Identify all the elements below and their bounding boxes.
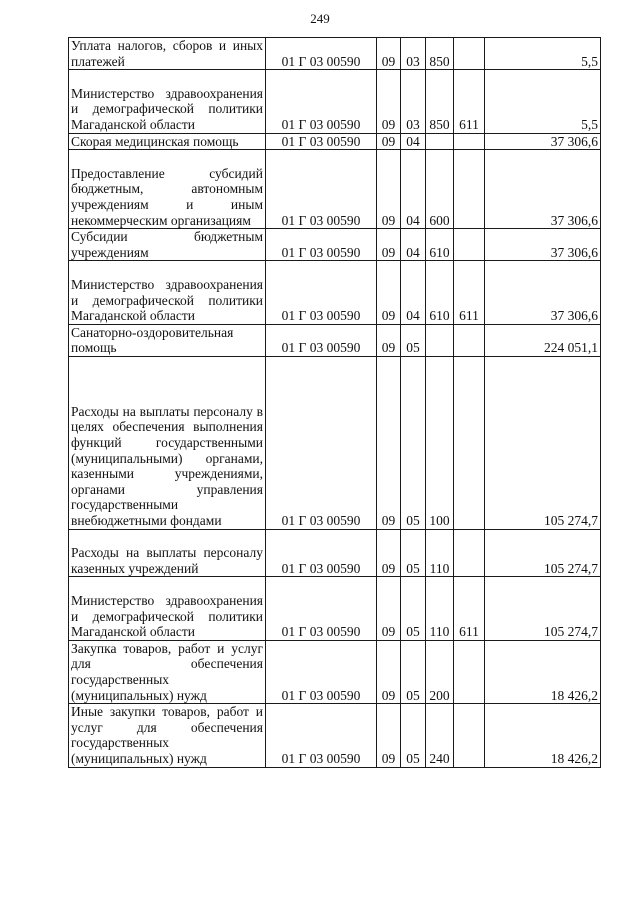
row-name-text: Расходы на выплаты персоналу казенных учреждений: [71, 545, 263, 576]
table-row: [69, 70, 601, 133]
row-admin-code-cell: [454, 229, 485, 261]
row-name-text: Скорая медицинская помощь: [71, 133, 239, 149]
row-name-cell: [69, 261, 266, 324]
row-admin-code-cell: [454, 150, 485, 229]
row-subsection-cell: 05: [401, 324, 426, 356]
row-sum-cell: 37 306,6: [485, 261, 601, 324]
row-name-cell: [69, 356, 266, 529]
row-admin-code-cell: [454, 640, 485, 703]
row-expense-type-cell: 100: [426, 356, 454, 529]
row-sum-cell: 37 306,6: [485, 229, 601, 261]
row-name-cell: [69, 229, 266, 261]
row-sum-cell: 18 426,2: [485, 704, 601, 767]
row-admin-code-cell: [454, 38, 485, 70]
row-name-text: Расходы на выплаты персоналу в целях обеспечения выполнения функций государственными (муниципальными) органами, казенными учреждениями, органами управления государственными внебюджетными фондами: [71, 403, 263, 528]
row-expense-type-cell: 110: [426, 529, 454, 577]
row-subsection-cell: 05: [401, 529, 426, 577]
row-name-text: Министерство здравоохранения и демографической политики Магаданской области: [71, 276, 263, 324]
row-subsection-cell: 04: [401, 133, 426, 150]
row-expense-type-cell: 240: [426, 704, 454, 767]
row-code-cell: 01 Г 03 00590: [266, 133, 377, 150]
row-expense-type-cell: 850: [426, 70, 454, 133]
row-subsection-cell: 04: [401, 261, 426, 324]
row-expense-type-cell: 610: [426, 229, 454, 261]
table-row: [69, 577, 601, 640]
row-section-cell: 09: [377, 38, 401, 70]
row-sum-cell: 37 306,6: [485, 133, 601, 150]
row-sum-cell: 5,5: [485, 38, 601, 70]
row-admin-code-cell: [454, 324, 485, 356]
row-sum-cell: 224 051,1: [485, 324, 601, 356]
row-subsection-cell: 03: [401, 38, 426, 70]
row-sum-cell: 105 274,7: [485, 529, 601, 577]
row-sum-cell: 37 306,6: [485, 150, 601, 229]
table-row: [69, 229, 601, 261]
row-expense-type-cell: 110: [426, 577, 454, 640]
row-name-cell: [69, 640, 266, 703]
row-expense-type-cell: [426, 133, 454, 150]
row-name-text: Субсидии бюджетным учреждениям: [71, 229, 263, 260]
row-admin-code-cell: [454, 133, 485, 150]
row-section-cell: 09: [377, 70, 401, 133]
row-section-cell: 09: [377, 356, 401, 529]
row-subsection-cell: 04: [401, 229, 426, 261]
row-name-text: Уплата налогов, сборов и иных платежей: [71, 38, 263, 69]
row-section-cell: 09: [377, 133, 401, 150]
row-expense-type-cell: 850: [426, 38, 454, 70]
budget-table-body: [69, 38, 601, 768]
budget-table: [68, 37, 601, 768]
row-expense-type-cell: 200: [426, 640, 454, 703]
row-section-cell: 09: [377, 529, 401, 577]
row-name-text: Закупка товаров, работ и услуг для обеспечения государственных (муниципальных) нужд: [71, 640, 263, 703]
row-sum-cell: 105 274,7: [485, 577, 601, 640]
row-name-cell: [69, 529, 266, 577]
row-code-cell: 01 Г 03 00590: [266, 704, 377, 767]
row-code-cell: 01 Г 03 00590: [266, 529, 377, 577]
row-name-text: Министерство здравоохранения и демографической политики Магаданской области: [71, 85, 263, 132]
row-sum-cell: 105 274,7: [485, 356, 601, 529]
row-subsection-cell: 05: [401, 577, 426, 640]
row-code-cell: 01 Г 03 00590: [266, 324, 377, 356]
row-code-cell: 01 Г 03 00590: [266, 38, 377, 70]
row-name-cell: [69, 70, 266, 133]
row-section-cell: 09: [377, 324, 401, 356]
row-section-cell: 09: [377, 150, 401, 229]
row-admin-code-cell: [454, 356, 485, 529]
row-code-cell: 01 Г 03 00590: [266, 229, 377, 261]
row-admin-code-cell: [454, 704, 485, 767]
row-code-cell: 01 Г 03 00590: [266, 261, 377, 324]
page-number: 249: [310, 11, 330, 26]
table-row: [69, 38, 601, 70]
row-code-cell: 01 Г 03 00590: [266, 640, 377, 703]
row-name-cell: [69, 577, 266, 640]
row-name-text: Министерство здравоохранения и демографической политики Магаданской области: [71, 592, 263, 640]
table-row: [69, 704, 601, 767]
row-code-cell: 01 Г 03 00590: [266, 356, 377, 529]
row-name-text: Иные закупки товаров, работ и услуг для обеспечения государственных (муниципальных) нужд: [71, 704, 263, 766]
table-row: [69, 356, 601, 529]
row-code-cell: 01 Г 03 00590: [266, 70, 377, 133]
table-row: [69, 261, 601, 324]
table-row: [69, 640, 601, 703]
row-admin-code-cell: 611: [454, 70, 485, 133]
row-code-cell: 01 Г 03 00590: [266, 577, 377, 640]
row-sum-cell: 5,5: [485, 70, 601, 133]
row-expense-type-cell: 600: [426, 150, 454, 229]
row-section-cell: 09: [377, 229, 401, 261]
row-name-cell: [69, 150, 266, 229]
row-section-cell: 09: [377, 261, 401, 324]
row-subsection-cell: 03: [401, 70, 426, 133]
row-code-cell: 01 Г 03 00590: [266, 150, 377, 229]
row-name-cell: [69, 704, 266, 767]
row-expense-type-cell: [426, 324, 454, 356]
row-admin-code-cell: 611: [454, 261, 485, 324]
row-section-cell: 09: [377, 640, 401, 703]
table-row: [69, 133, 601, 150]
row-sum-cell: 18 426,2: [485, 640, 601, 703]
row-name-cell: [69, 38, 266, 70]
row-subsection-cell: 04: [401, 150, 426, 229]
row-admin-code-cell: [454, 529, 485, 577]
row-name-text: Санаторно-оздоровительная помощь: [71, 324, 234, 356]
row-subsection-cell: 05: [401, 704, 426, 767]
row-subsection-cell: 05: [401, 640, 426, 703]
row-name-cell: [69, 133, 266, 150]
table-row: [69, 324, 601, 356]
row-admin-code-cell: 611: [454, 577, 485, 640]
row-name-cell: [69, 324, 266, 356]
row-subsection-cell: 05: [401, 356, 426, 529]
row-section-cell: 09: [377, 577, 401, 640]
row-section-cell: 09: [377, 704, 401, 767]
table-row: [69, 150, 601, 229]
table-row: [69, 529, 601, 577]
row-expense-type-cell: 610: [426, 261, 454, 324]
row-name-text: Предоставление субсидий бюджетным, автономным учреждениям и иным некоммерческим организациям: [71, 165, 263, 228]
